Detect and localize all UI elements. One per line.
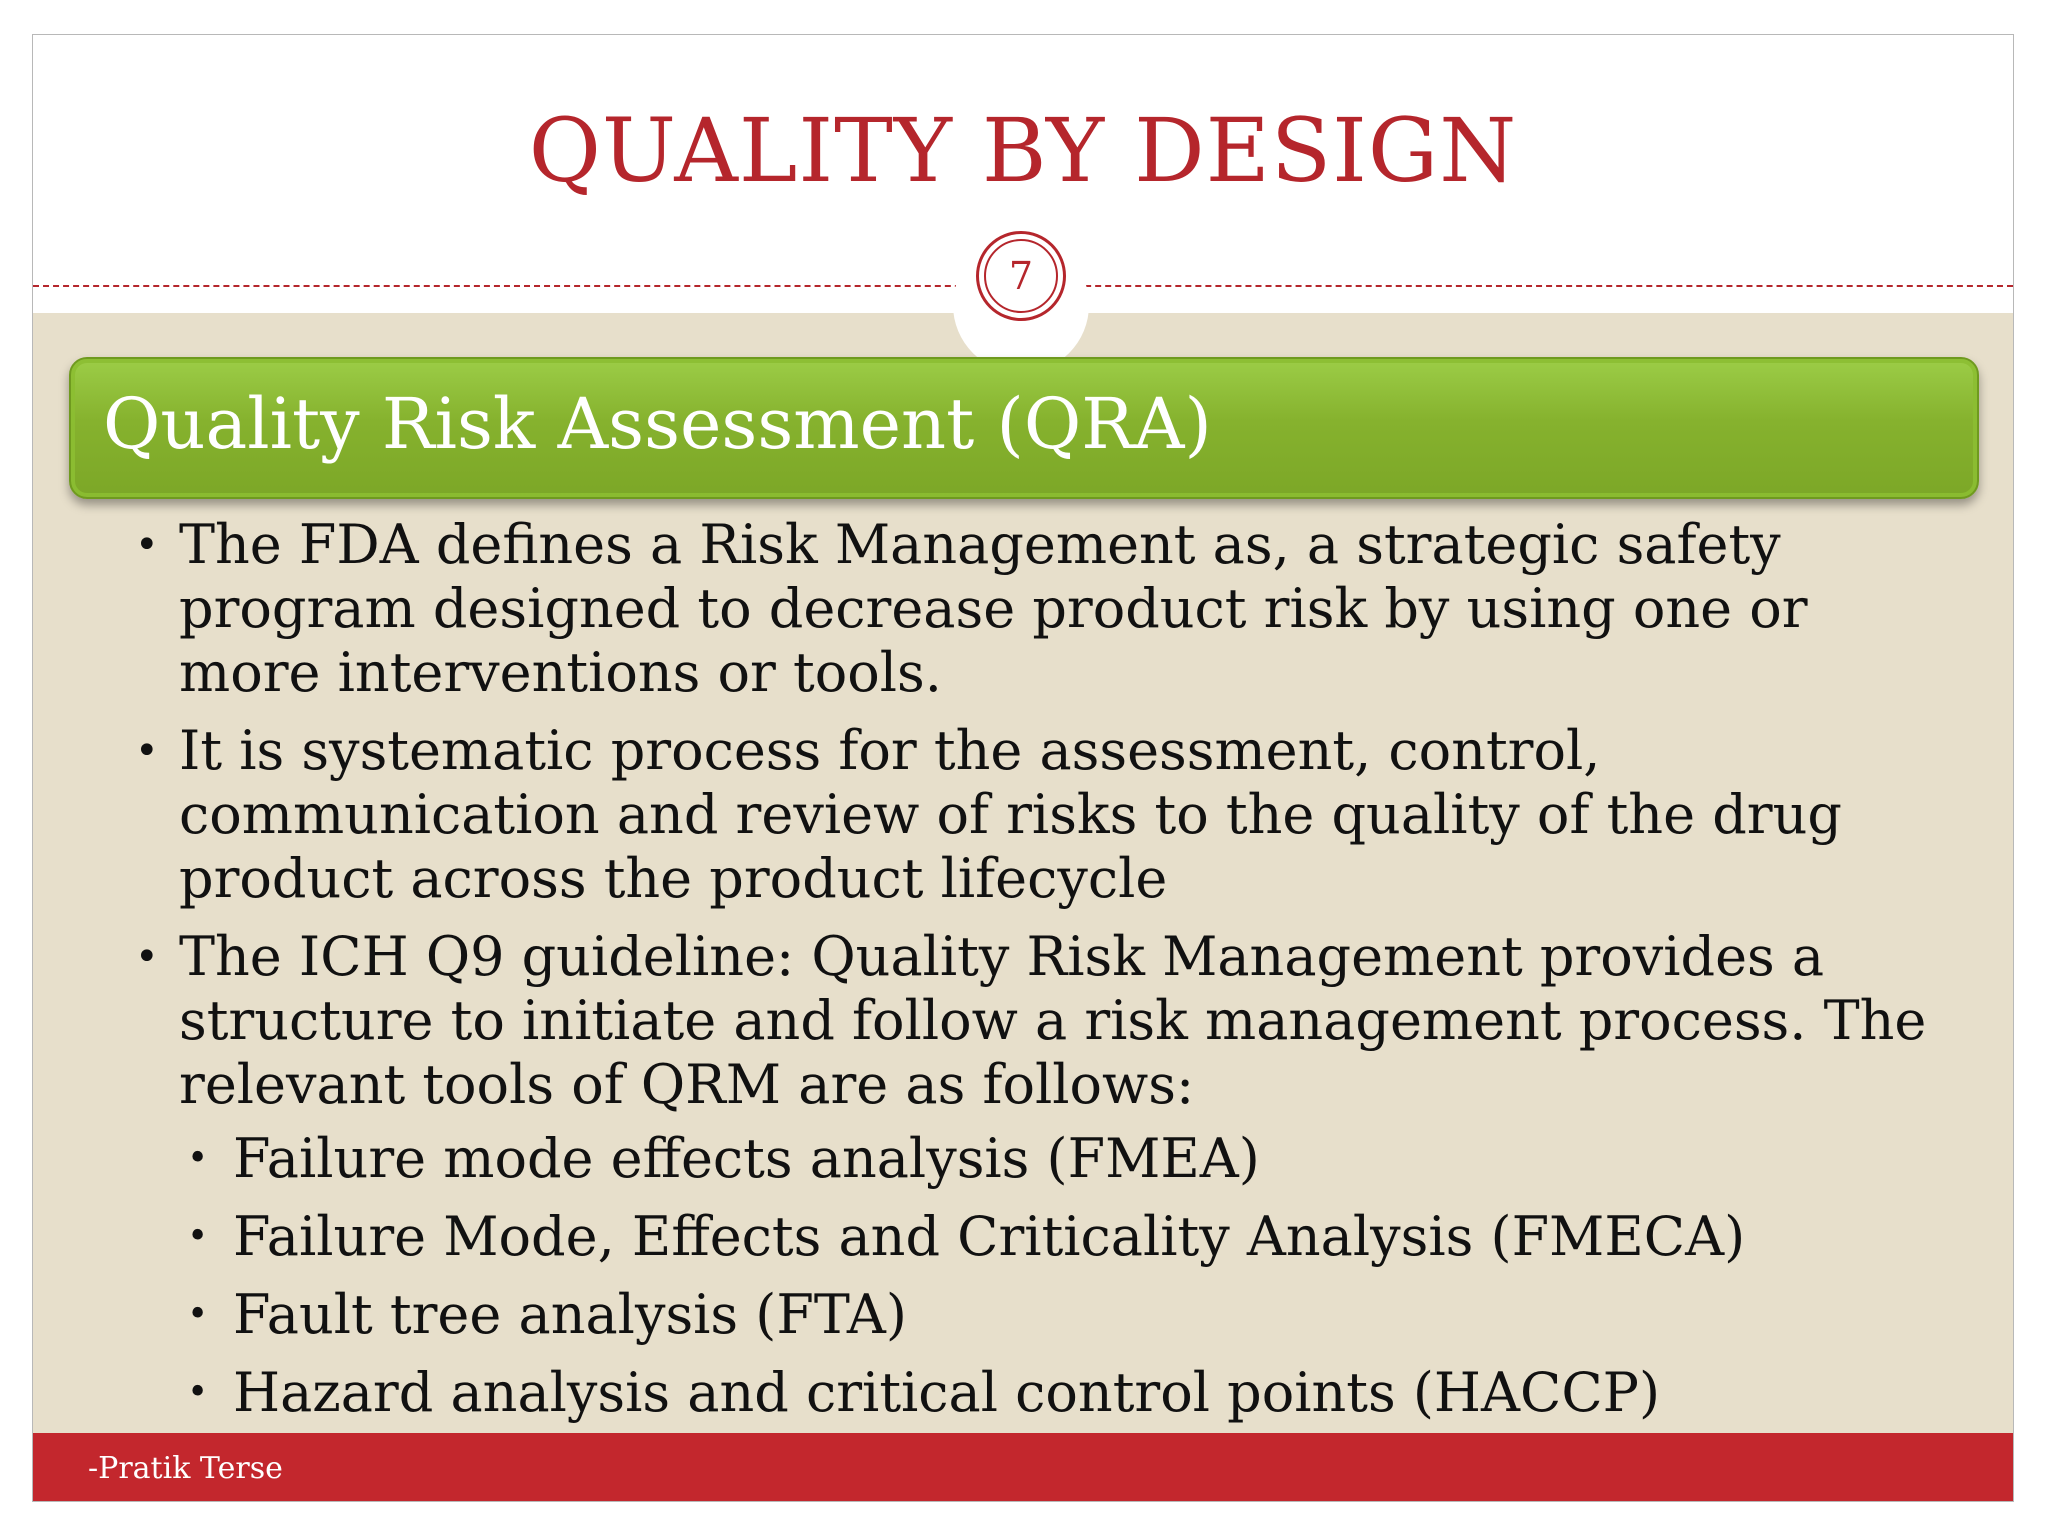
bullet-dot: •: [135, 934, 159, 980]
sub-bullet-item: [187, 1205, 1973, 1269]
bullet-line: product across the product lifecycle: [179, 847, 1168, 910]
bullet-line: more interventions or tools.: [179, 641, 942, 704]
footer-bar: [33, 1433, 2013, 1502]
bullet-line: communication and review of risks to the quality of the drug: [179, 783, 1842, 846]
section-heading: Quality Risk Assessment (QRA): [103, 383, 1212, 465]
bullet-item: [135, 925, 1969, 1117]
sub-bullet-dot: •: [187, 1294, 209, 1335]
sub-bullet-text: Failure mode effects analysis (FMEA): [233, 1127, 1260, 1190]
bullet-item: [135, 719, 1969, 911]
slide-title: QUALITY BY DESIGN: [528, 99, 1518, 202]
bullet-line: The ICH Q9 guideline: Quality Risk Management provides a: [179, 925, 1825, 988]
bullet-dot: •: [135, 728, 159, 774]
section-heading-banner: [69, 357, 1979, 499]
bullet-line: relevant tools of QRM are as follows:: [179, 1053, 1195, 1116]
bullet-line: The FDA defines a Risk Management as, a strategic safety: [179, 513, 1781, 576]
bullet-dot: •: [135, 522, 159, 568]
sub-bullet-dot: •: [187, 1138, 209, 1179]
footer-author: -Pratik Terse: [88, 1451, 283, 1486]
sub-bullet-item: [187, 1361, 1973, 1425]
sub-bullet-text: Failure Mode, Effects and Criticality Analysis (FMECA): [233, 1205, 1746, 1268]
bullet-line: structure to initiate and follow a risk management process. The: [179, 989, 1927, 1052]
slide: [32, 34, 2014, 1502]
page-number: 7: [984, 239, 1058, 313]
sub-bullet-dot: •: [187, 1216, 209, 1257]
bullet-line: program designed to decrease product risk by using one or: [179, 577, 1808, 640]
sub-bullet-item: [187, 1283, 1973, 1347]
sub-bullet-item: [187, 1127, 1973, 1191]
bullet-item: [135, 513, 1969, 705]
sub-bullet-text: Hazard analysis and critical control points (HACCP): [233, 1361, 1661, 1424]
sub-bullet-dot: •: [187, 1372, 209, 1413]
bullet-line: It is systematic process for the assessment, control,: [179, 719, 1601, 782]
page-number-badge: [976, 231, 1066, 321]
sub-bullet-text: Fault tree analysis (FTA): [233, 1283, 907, 1346]
